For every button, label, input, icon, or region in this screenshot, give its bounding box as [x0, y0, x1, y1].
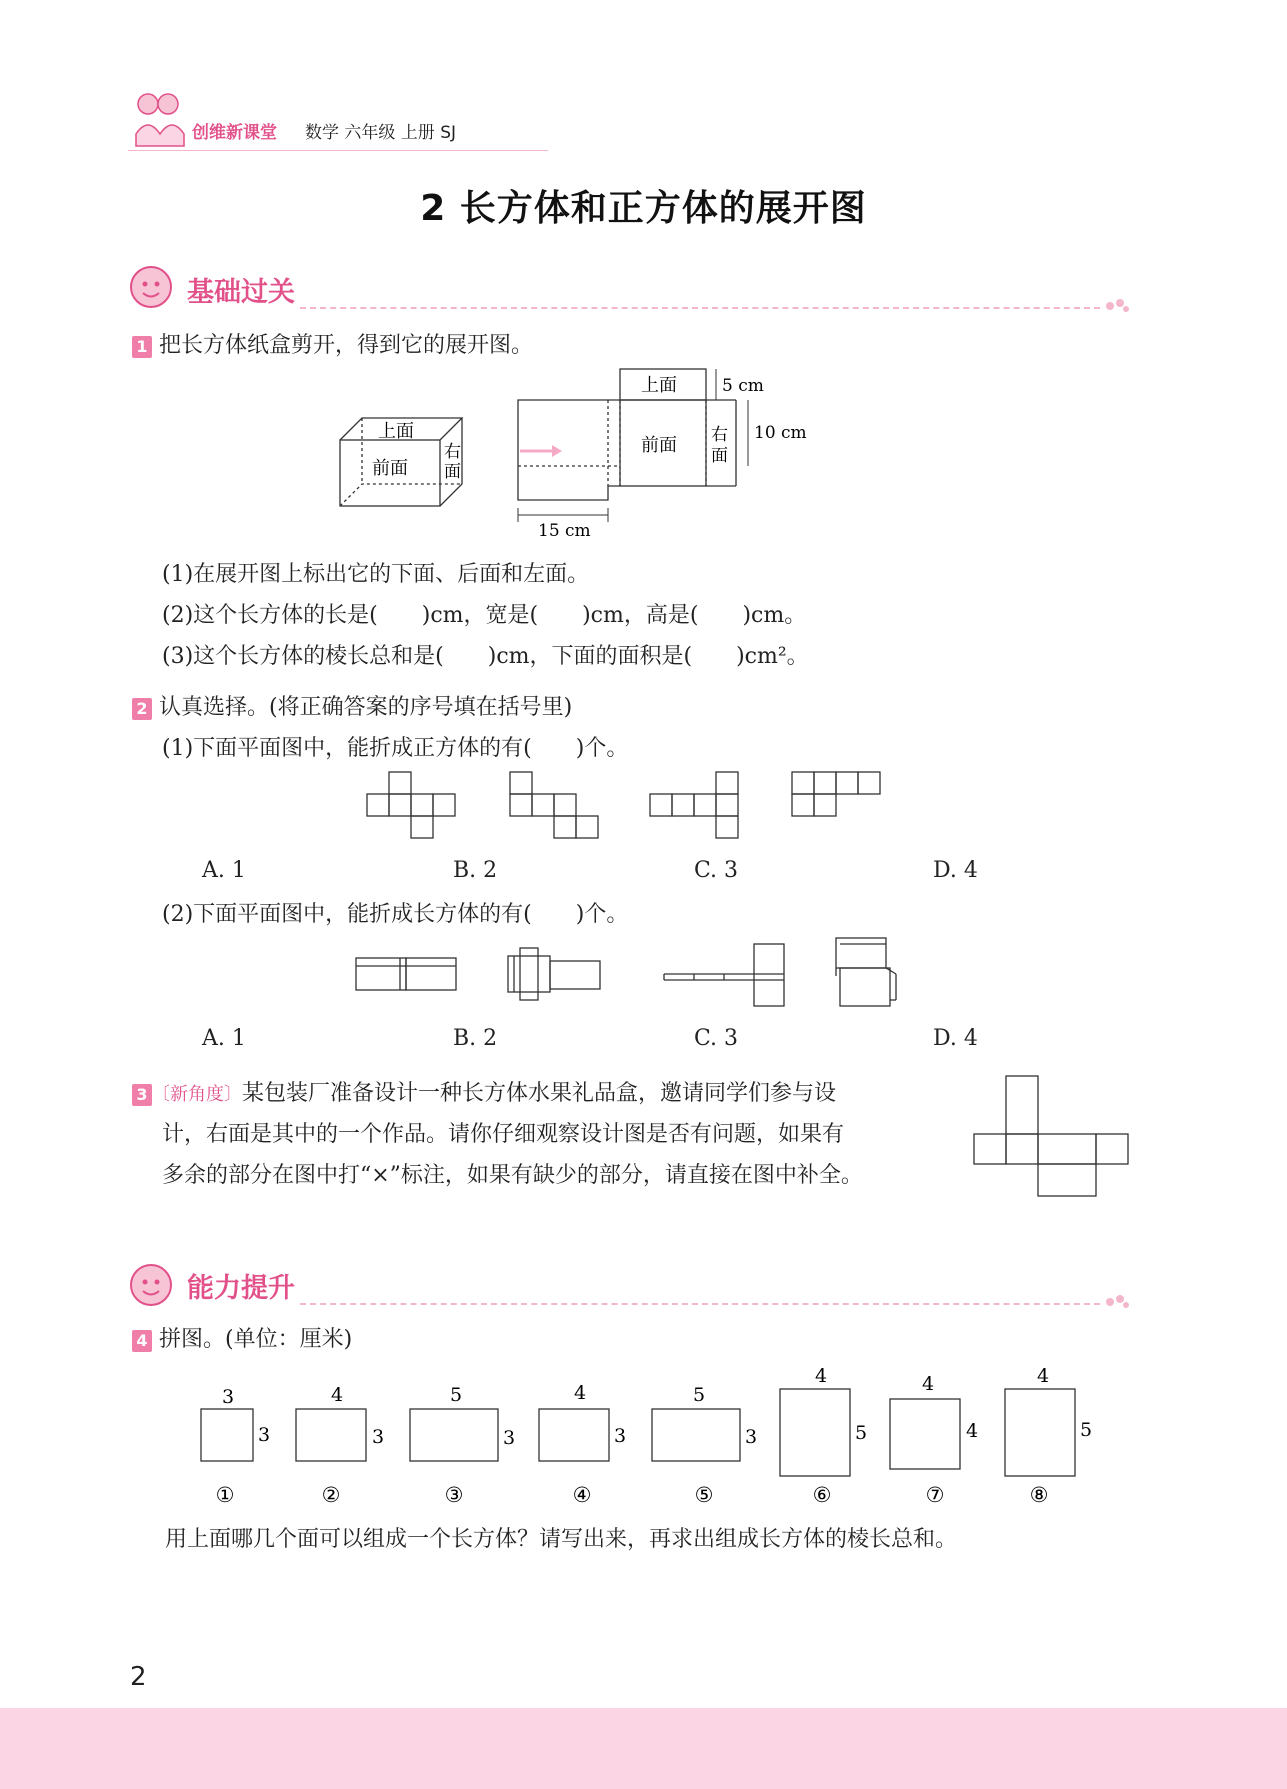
mascot-logo: [128, 88, 190, 150]
net-front-label: 前面: [641, 435, 677, 456]
cuboid-top-label: 上面: [378, 421, 414, 442]
q2-2-option-d: D. 4: [933, 1026, 978, 1051]
q2-text: 认真选择。(将正确答案的序号填在括号里): [159, 695, 573, 720]
piece-2-top: 4: [331, 1384, 344, 1406]
piece-6-top: 4: [815, 1365, 828, 1387]
piece-1-side: 3: [258, 1424, 271, 1446]
cuboid-net: [518, 369, 736, 500]
q4-prompt: [132, 1322, 352, 1353]
q2-2-option-c: C. 3: [694, 1026, 739, 1051]
q3-text-2: 计，右面是其中的一个作品。请你仔细观察设计图是否有问题，如果有: [162, 1122, 845, 1147]
header-meta: 数学 六年级 上册 SJ: [305, 123, 457, 143]
piece-1-top: 3: [222, 1386, 235, 1408]
piece-4-side: 3: [614, 1425, 627, 1447]
dim-10cm: 10 cm: [754, 423, 807, 443]
section-icon-advanced: [128, 1262, 174, 1308]
q4-badge: 4: [132, 1330, 152, 1352]
q1-text: 把长方体纸盒剪开，得到它的展开图。: [159, 333, 534, 358]
net-right-label-1: 右: [711, 425, 728, 445]
arrow-right-icon: [520, 445, 562, 457]
piece-1-rect: [201, 1409, 253, 1461]
q2-1-option-d: D. 4: [933, 858, 978, 883]
piece-4-rect: [539, 1409, 609, 1461]
dim-15cm: 15 cm: [538, 521, 591, 541]
q1-badge: 1: [132, 336, 152, 358]
q1-sub3: (3)这个长方体的棱长总和是( )cm，下面的面积是( )cm²。: [162, 644, 809, 669]
piece-4-label: ④: [572, 1483, 592, 1507]
q2-2-option-a: A. 1: [202, 1026, 246, 1051]
piece-2-side: 3: [372, 1426, 385, 1448]
q4-text: 拼图。(单位：厘米): [159, 1327, 353, 1352]
q2-cube-nets: [360, 768, 900, 840]
q3-badge: 3: [132, 1084, 152, 1106]
piece-5-top: 5: [693, 1384, 706, 1406]
piece-7-label: ⑦: [925, 1483, 945, 1507]
section-divider-basic: [300, 307, 1100, 309]
q2-sub1: (1)下面平面图中，能折成正方体的有( )个。: [162, 736, 629, 761]
q4-question: 用上面哪几个面可以组成一个长方体？请写出来，再求出组成长方体的棱长总和。: [165, 1527, 958, 1552]
q1-sub2: (2)这个长方体的长是( )cm，宽是( )cm，高是( )cm。: [162, 603, 807, 628]
header-rule: [128, 150, 548, 151]
piece-3-label: ③: [444, 1483, 464, 1507]
q2-badge: 2: [132, 698, 152, 720]
net-top-label: 上面: [641, 375, 677, 396]
cuboid-right-label-2: 面: [444, 462, 461, 482]
net-right-label-2: 面: [711, 446, 728, 466]
q4-pieces: [190, 1364, 1110, 1514]
piece-6-label: ⑥: [812, 1483, 832, 1507]
page-number: 2: [130, 1662, 147, 1692]
q2-2-option-b: B. 2: [453, 1026, 498, 1051]
piece-1-label: ①: [215, 1483, 235, 1507]
piece-5-side: 3: [745, 1426, 758, 1448]
dim-5cm: 5 cm: [722, 376, 764, 396]
cuboid-right-label-1: 右: [444, 442, 461, 462]
piece-8-rect: [1005, 1389, 1075, 1476]
piece-2-label: ②: [321, 1483, 341, 1507]
section-title-advanced: 能力提升: [187, 1273, 295, 1304]
q2-cuboid-nets: [350, 936, 910, 1010]
section-divider-advanced: [300, 1303, 1100, 1305]
piece-7-side: 4: [966, 1420, 979, 1442]
piece-6-side: 5: [855, 1422, 868, 1444]
piece-3-top: 5: [450, 1384, 463, 1406]
q3-text-1: 某包装厂准备设计一种长方体水果礼品盒，邀请同学们参与设: [242, 1081, 837, 1106]
piece-5-label: ⑤: [694, 1483, 714, 1507]
piece-8-side: 5: [1080, 1419, 1093, 1441]
piece-8-label: ⑧: [1029, 1483, 1049, 1507]
divider-dots-icon-2: [1104, 1292, 1132, 1312]
q2-prompt: [132, 690, 572, 721]
q1-figure: [320, 360, 960, 550]
piece-3-rect: [410, 1409, 498, 1461]
q2-1-option-b: B. 2: [453, 858, 498, 883]
footer-band: [0, 1708, 1287, 1789]
q3-line1: [132, 1076, 836, 1107]
q1-sub1: (1)在展开图上标出它的下面、后面和左面。: [162, 562, 590, 587]
piece-8-top: 4: [1037, 1365, 1050, 1387]
q2-1-option-c: C. 3: [694, 858, 739, 883]
header-brand: 创维新课堂: [192, 123, 277, 143]
q1-prompt: [132, 328, 533, 359]
q2-1-option-a: A. 1: [202, 858, 246, 883]
piece-2-rect: [296, 1409, 366, 1461]
section-icon-basic: [128, 264, 174, 310]
piece-6-rect: [780, 1389, 850, 1476]
piece-7-rect: [890, 1399, 960, 1469]
q3-tag: 〔新角度〕: [152, 1084, 242, 1105]
q2-sub2: (2)下面平面图中，能折成长方体的有( )个。: [162, 902, 629, 927]
cuboid-front-label: 前面: [372, 458, 408, 479]
piece-3-side: 3: [503, 1427, 516, 1449]
piece-4-top: 4: [574, 1382, 587, 1404]
section-title-basic: 基础过关: [187, 277, 295, 308]
q3-text-3: 多余的部分在图中打“×”标注，如果有缺少的部分，请直接在图中补全。: [162, 1163, 863, 1188]
divider-dots-icon: [1104, 296, 1132, 316]
piece-5-rect: [652, 1409, 740, 1461]
page-title: 2 长方体和正方体的展开图: [420, 188, 867, 229]
q3-design-net: [966, 1070, 1132, 1202]
piece-7-top: 4: [922, 1373, 935, 1395]
